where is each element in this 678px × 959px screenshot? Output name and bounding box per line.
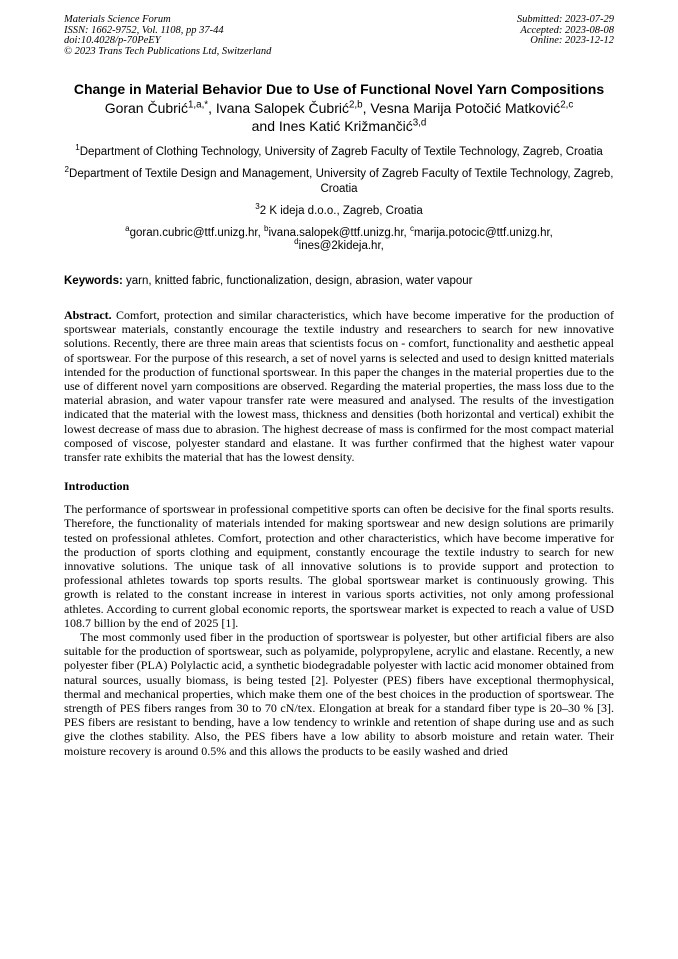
author-name: Goran Čubrić — [104, 100, 188, 116]
email-sup: b — [264, 224, 269, 234]
email-link[interactable]: ines@2kideja.hr, — [298, 240, 384, 252]
affiliation-sup: 2 — [64, 165, 70, 175]
affiliation-text: Department of Textile Design and Management, University of Zagreb Faculty of Textile Technology, Zagreb, Croatia — [69, 168, 614, 195]
author-name: Ivana Salopek Čubrić — [215, 100, 349, 116]
journal-header — [64, 15, 614, 65]
doi-line: doi:10.4028/p-70PeEY — [64, 35, 161, 47]
abstract — [64, 308, 614, 464]
affiliation — [64, 167, 614, 197]
email-sup: d — [294, 237, 299, 247]
author-sup: 2,b — [348, 99, 363, 111]
email-sup: a — [125, 224, 130, 234]
issn-line: ISSN: 1662-9752, Vol. 1108, pp 37-44 — [64, 24, 224, 36]
author-sup: 1,a,* — [187, 99, 209, 111]
keywords-text: yarn, knitted fabric, functionalization, design, abrasion, water vapour — [126, 275, 473, 287]
affiliation — [64, 204, 614, 219]
email-link[interactable]: marija.potocic@ttf.unizg.hr, — [414, 227, 553, 239]
abstract-text: Comfort, protection and similar characteristics, which have become imperative for the production of sportswear materials, constantly encourage the textile industry and researchers to search for new innovative solutions. Recently, there are three main areas that scientists focus on - comfort, functionality and aesthetic appeal of sportswear. For the purpose of this research, a set of novel yarns is selected and used to design knitted materials intended for the production of functional sportswear. In this paper the changes in the material properties due to the use of different novel yarn compositions are observed. Regarding the material properties, the mass loss due to the material abrasion, and water vapour transfer rate were measured and analysed. The results of the investigation indicated that the material with the lowest mass, thickness and densities (both horizontal and vertical) exhibit the lowest decrease of mass due to abrasion. The highest decrease of mass is confirmed for the most compact material composed of viscose, polyester standard and elastane. It was further confirmed that the highest water vapour transfer rate exhibits the material that has the lowest density. — [64, 308, 615, 465]
body-paragraph: The performance of sportswear in professional competitive sports can often be decisive for the final sports results. Therefore, the functionality of materials intended for making sportswear and new design solutions are primarily tested on professional athletes. Comfort, protection and other characteristics, which have become imperative for the production of sports clothing and equipment, constantly encourage the textile industry to search for new innovative solutions. The unique task of all innovative solutions is to provide support and protection to professional athletes towards top sports results. The global sportswear market is continuously growing. This growth is related to the constant increase in interest in various sports activities, not only among professional athletes. According to current global economic reports, the sportswear market is expected to reach a value of USD 108.7 billion by the end of 2025 [1]. — [64, 502, 614, 630]
author-name: Ines Katić Križmančić — [278, 118, 413, 134]
paper-page — [64, 15, 614, 758]
submitted-date: Submitted: 2023-07-29 — [516, 14, 614, 25]
journal-name: Materials Science Forum — [64, 14, 171, 25]
author-sup: 2,c — [560, 99, 574, 111]
email-link[interactable]: ivana.salopek@ttf.unizg.hr, — [268, 227, 407, 239]
affiliation-text: 2 K ideja d.o.o., Zagreb, Croatia — [259, 205, 423, 217]
affiliation — [64, 145, 614, 160]
author-list: Goran Čubrić$^{1,a,*}$, Ivana Salopek Čubrić$^{2,b}$, Vesna Marija Potočić Matković$^{2,c}$ and Ines Katić Križmančić$^{3,d}$ — [104, 99, 574, 134]
journal-info — [64, 15, 271, 57]
paper-title: Change in Material Behavior Due to Use of Functional Novel Yarn Compositions — [73, 81, 605, 97]
dates-info — [517, 15, 614, 47]
abstract-label: Abstract. — [64, 308, 112, 322]
email-link[interactable]: goran.cubric@ttf.unizg.hr, — [129, 227, 261, 239]
copyright-line: © 2023 Trans Tech Publications Ltd, Switzerland — [64, 45, 272, 57]
keywords-label: Keywords: — [64, 275, 123, 287]
affiliation-sup: 3 — [255, 202, 260, 212]
accepted-date: Accepted: 2023-08-08 — [520, 24, 614, 36]
body-paragraph: The most commonly used fiber in the production of sportswear is polyester, but other artificial fibers are also suitable for the production of sportswear, such as polyamide, polypropylene, acrylic and elastane. Recently, a new polyester fiber (PLA) Polylactic acid, a synthetic biodegradable polyester with lactic acid monomer obtained from natural sources, usually biomass, is being tested [2]. Polyester (PES) fibers have exceptional thermophysical, thermal and mechanical properties, which make them one of the best choices in the production of sportswear. The strength of PES fibers ranges from 30 to 70 cN/tex. Elongation at break for a standard fiber type is 20–30 % [3]. PES fibers are resistant to bending, have a low tendency to wrinkle and retention of shape during use and as such give the clothes stability. Also, the PES fibers have a low ability to absorb moisture and retain water. Their moisture recovery is around 0.5% and this allows the products to be easily washed and dried — [64, 630, 614, 758]
author-emails — [64, 224, 614, 253]
keywords — [64, 274, 614, 288]
author-sup: 3,d — [412, 117, 427, 129]
affiliation-text: Department of Clothing Technology, University of Zagreb Faculty of Textile Technology, Zagreb, Croatia — [79, 146, 603, 158]
author-name: Vesna Marija Potočić Matković — [370, 100, 561, 116]
email-sup: c — [409, 224, 414, 234]
section-heading: Introduction — [64, 479, 130, 494]
affiliation-sup: 1 — [75, 143, 80, 153]
online-date: Online: 2023-12-12 — [530, 35, 614, 47]
